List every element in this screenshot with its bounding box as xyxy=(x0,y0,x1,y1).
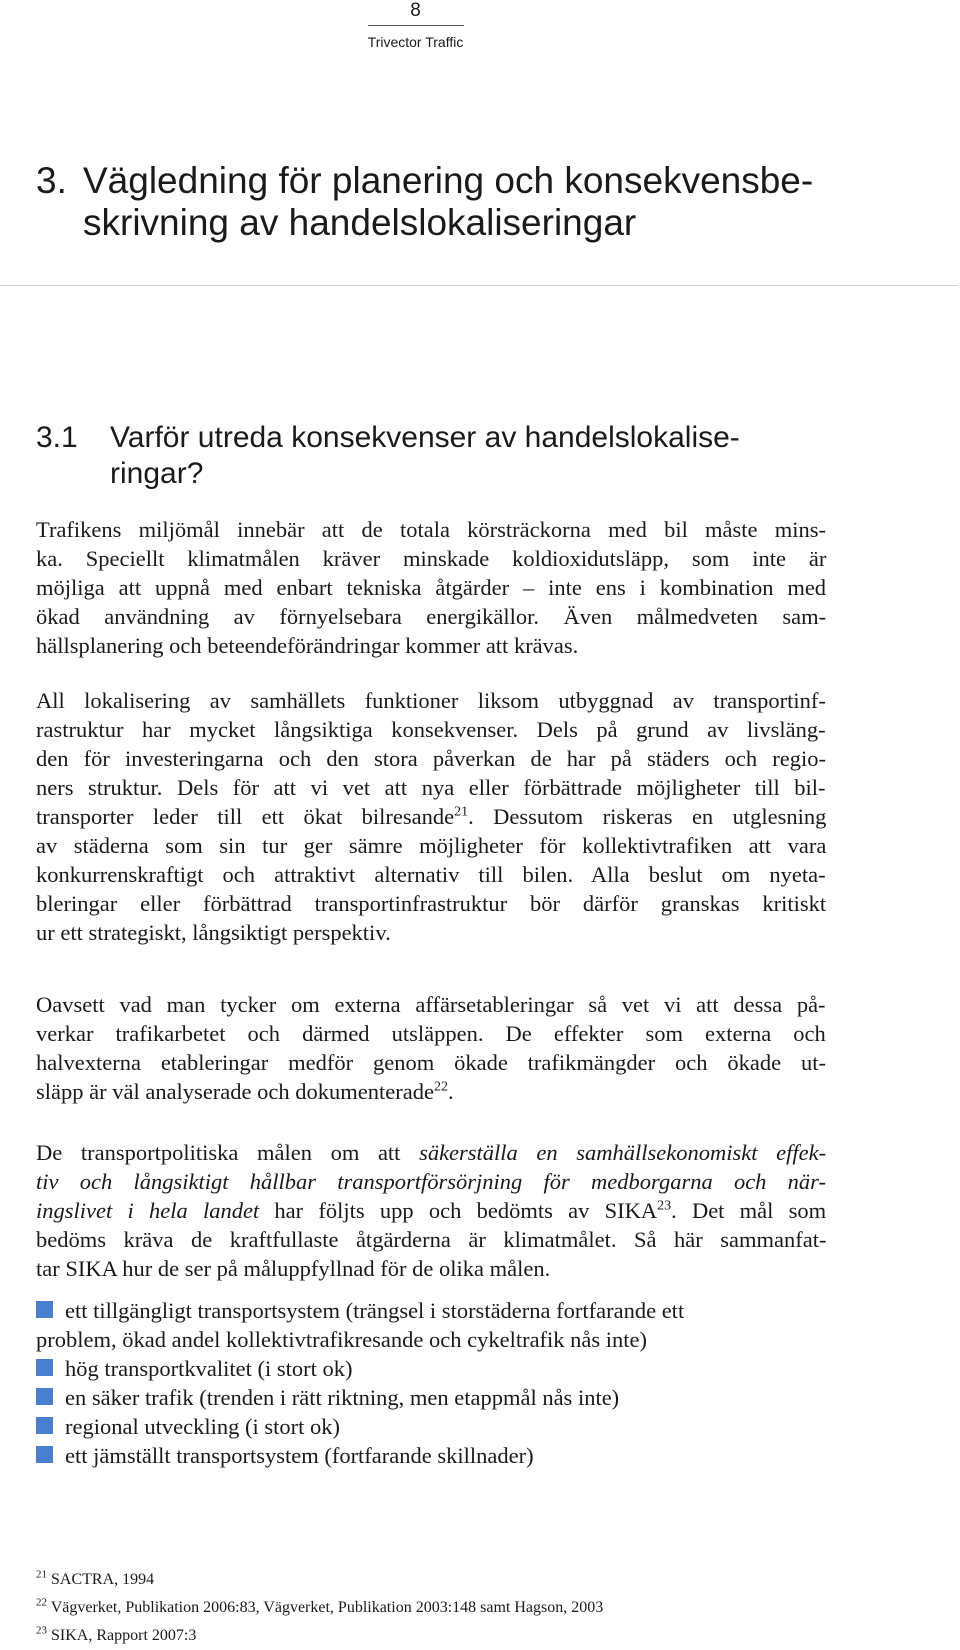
footnote-number: 21 xyxy=(36,1568,47,1581)
list-item-text: regional utveckling (i stort ok) xyxy=(65,1414,340,1439)
italic-span: säkerställa en samhällsekonomiskt effek- xyxy=(419,1140,827,1165)
footnote-number: 22 xyxy=(36,1596,47,1609)
paragraph-line xyxy=(36,1196,826,1225)
paragraph-line: All lokalisering av samhällets funktioner liksom utbyggnad av transportinf- xyxy=(36,688,826,713)
list-item-text: en säker trafik (trenden i rätt riktning, men etappmål nås inte) xyxy=(65,1385,620,1410)
paragraph-line: tar SIKA hur de ser på måluppfyllnad för de olika målen. xyxy=(36,1256,551,1281)
square-bullet-icon xyxy=(36,1301,53,1318)
text-span: De transportpolitiska målen om att xyxy=(36,1140,420,1165)
paragraph-line: Oavsett vad man tycker om externa affärsetableringar så vet vi att dessa på- xyxy=(36,992,826,1017)
footnote-text: SACTRA, 1994 xyxy=(47,1571,155,1588)
footnote-22 xyxy=(36,1598,603,1618)
list-item xyxy=(36,1412,836,1441)
paragraph-line: bleringar eller förbättrad transportinfrastruktur bör därför granskas kritiskt xyxy=(36,891,827,916)
square-bullet-icon xyxy=(36,1417,53,1434)
paragraph-4 xyxy=(36,1138,826,1283)
list-item-text: ett tillgängligt transportsystem (trängsel i storstäderna fortfarande ett xyxy=(65,1298,685,1323)
list-item xyxy=(36,1296,836,1325)
square-bullet-icon xyxy=(36,1446,53,1463)
paragraph-line: Trafikens miljömål innebär att de totala körsträckorna med bil måste mins- xyxy=(36,517,827,542)
chapter-number: 3. xyxy=(36,160,67,201)
text-span: har följts upp och bedömts av SIKA xyxy=(259,1198,658,1223)
footnote-text: SIKA, Rapport 2007:3 xyxy=(47,1627,197,1644)
goal-list xyxy=(36,1296,836,1470)
footnote-ref-22[interactable]: 22 xyxy=(433,1079,448,1095)
square-bullet-icon xyxy=(36,1388,53,1405)
paragraph-line: ners struktur. Dels för att vi vet att nya eller förbättrade möjligheter till bil- xyxy=(36,775,826,800)
italic-span: ingslivet i hela landet xyxy=(36,1198,260,1223)
paragraph-line: rastruktur har mycket långsiktiga konsekvenser. Dels på grund av livsläng- xyxy=(36,717,826,742)
section-title xyxy=(110,420,930,492)
page-number: 8 xyxy=(410,0,421,21)
chapter-title xyxy=(83,160,943,244)
paragraph-line xyxy=(36,1077,826,1106)
chapter-title-line-1: Vägledning för planering och konsekvensbe- xyxy=(83,160,814,201)
chapter-divider xyxy=(0,285,958,286)
text-span: transporter leder till ett ökat bilresande xyxy=(36,804,455,829)
text-span: . Dessutom riskeras en utglesning xyxy=(468,804,827,829)
footnote-ref-23[interactable]: 23 xyxy=(657,1198,672,1214)
list-item xyxy=(36,1383,836,1412)
paragraph-line: konkurrenskraftigt och attraktivt alternativ till bilen. Alla beslut om nyeta- xyxy=(36,862,826,887)
paragraph-line: den för investeringarna och den stora påverkan de har på städers och regio- xyxy=(36,746,826,771)
section-title-line-1: Varför utreda konsekvenser av handelslokalise- xyxy=(110,421,740,454)
square-bullet-icon xyxy=(36,1359,53,1376)
section-number: 3.1 xyxy=(36,421,78,454)
list-item xyxy=(36,1354,836,1383)
paragraph-line: verkar trafikarbetet och därmed utsläppen. De effekter som externa och xyxy=(36,1021,826,1046)
footnote-23 xyxy=(36,1626,196,1646)
text-span: . Det mål som xyxy=(671,1198,827,1223)
paragraph-3 xyxy=(36,990,826,1106)
paragraph-line: hällsplanering och beteendeförändringar kommer att krävas. xyxy=(36,633,579,658)
header-divider xyxy=(368,25,464,26)
header-company: Trivector Traffic xyxy=(367,34,464,50)
paragraph-line xyxy=(36,1167,826,1196)
footnote-text: Vägverket, Publikation 2006:83, Vägverket, Publikation 2003:148 samt Hagson, 2003 xyxy=(47,1599,604,1616)
footnote-21 xyxy=(36,1570,154,1590)
list-item-continuation: problem, ökad andel kollektivtrafikresande och cykeltrafik nås inte) xyxy=(36,1327,648,1352)
paragraph-line: ur ett strategiskt, långsiktigt perspektiv. xyxy=(36,920,391,945)
paragraph-1 xyxy=(36,515,826,660)
paragraph-line: halvexterna etableringar medför genom ökade trafikmängder och ökade ut- xyxy=(36,1050,826,1075)
list-item xyxy=(36,1441,836,1470)
paragraph-line: ka. Speciellt klimatmålen kräver minskade koldioxidutsläpp, som inte är xyxy=(36,546,827,571)
paragraph-line: ökad användning av förnyelsebara energikällor. Även målmedveten sam- xyxy=(36,604,827,629)
paragraph-line: av städerna som sin tur ger sämre möjligheter för kollektivtrafiken att vara xyxy=(36,833,827,858)
paragraph-line xyxy=(36,1138,826,1167)
footnote-number: 23 xyxy=(36,1624,47,1637)
text-span: släpp är väl analyserade och dokumenterade xyxy=(36,1079,434,1104)
paragraph-line: möjliga att uppnå med enbart tekniska åtgärder – inte ens i kombination med xyxy=(36,575,827,600)
list-item-text: ett jämställt transportsystem (fortfarande skillnader) xyxy=(65,1443,534,1468)
footnote-ref-21[interactable]: 21 xyxy=(454,804,469,820)
list-item-text: hög transportkvalitet (i stort ok) xyxy=(65,1356,353,1381)
text-span: . xyxy=(447,1079,454,1104)
paragraph-line xyxy=(36,802,826,831)
section-title-line-2: ringar? xyxy=(110,457,204,490)
chapter-title-line-2: skrivning av handelslokaliseringar xyxy=(83,202,637,243)
paragraph-2 xyxy=(36,686,826,947)
paragraph-line: bedöms kräva de kraftfullaste åtgärderna är klimatmålet. Så här sammanfat- xyxy=(36,1227,827,1252)
italic-span: tiv och långsiktigt hållbar transportförsörjning för medborgarna och när- xyxy=(36,1169,826,1194)
